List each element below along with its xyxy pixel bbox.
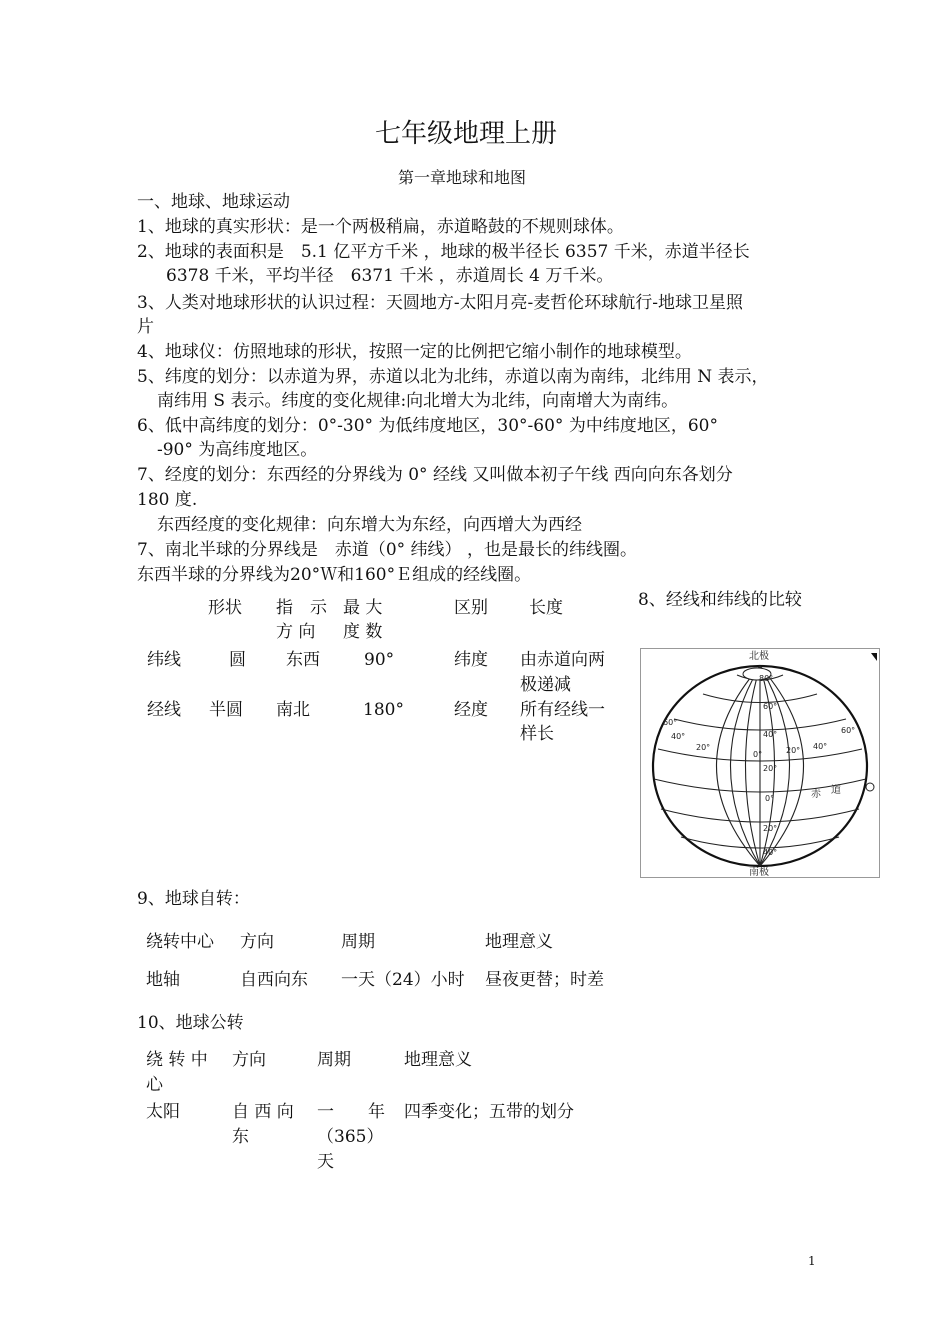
lat-label-40: 40° bbox=[763, 730, 778, 739]
lat-label-60: 60° bbox=[763, 702, 778, 711]
globe-svg bbox=[641, 649, 879, 877]
row-latitude-max: 90° bbox=[364, 650, 395, 670]
revolution-header-period: 周期 bbox=[317, 1050, 351, 1070]
item-8: 8、经线和纬线的比较 bbox=[638, 590, 802, 610]
header-difference: 区别 bbox=[454, 598, 488, 618]
revolution-header-meaning: 地理意义 bbox=[404, 1050, 472, 1070]
lat-label-20: 20° bbox=[763, 764, 778, 773]
row-longitude-difference: 经度 bbox=[454, 700, 488, 720]
item-4: 4、地球仪：仿照地球的形状，按照一定的比例把它缩小制作的地球模型。 bbox=[137, 342, 692, 362]
header-direction-2: 方 向 bbox=[276, 622, 316, 642]
rotation-header-meaning: 地理意义 bbox=[485, 932, 553, 952]
item-2-line-1: 2、地球的表面积是 5.1 亿平方千米 ，地球的极半径长 6357 千米，赤道半径长 bbox=[137, 242, 750, 262]
row-longitude-length-2: 样长 bbox=[520, 724, 554, 744]
lat-label-80: 80° bbox=[759, 674, 774, 683]
lat-label-south-20: 20° bbox=[763, 824, 778, 833]
row-latitude-shape: 圆 bbox=[229, 650, 246, 670]
item-6-line-1: 6、低中高纬度的划分：0°-30° 为低纬度地区，30°-60° 为中纬度地区，60° bbox=[137, 416, 718, 436]
item-7-line-2: 180 度. bbox=[137, 490, 198, 510]
item-2-line-2: 6378 千米，平均半径 6371 千米 ，赤道周长 4 万千米。 bbox=[166, 266, 614, 286]
item-3-line-2: 片 bbox=[137, 317, 154, 337]
equator-label-1: 赤 bbox=[811, 789, 821, 800]
header-max-2: 度 数 bbox=[343, 622, 383, 642]
rotation-header-direction: 方向 bbox=[240, 932, 274, 952]
revolution-cell-period-3: 天 bbox=[317, 1152, 334, 1172]
header-shape: 形状 bbox=[208, 598, 242, 618]
revolution-cell-direction-1: 自 西 向 bbox=[232, 1102, 294, 1122]
item-7b-line-1: 7、南北半球的分界线是 赤道（0° 纬线） ，也是最长的纬线圈。 bbox=[137, 540, 637, 560]
row-longitude-shape: 半圆 bbox=[209, 700, 243, 720]
revolution-cell-period-2: （365） bbox=[317, 1127, 384, 1147]
item-5-line-2: 南纬用 S 表示。纬度的变化规律:向北增大为北纬，向南增大为南纬。 bbox=[157, 391, 679, 411]
revolution-header-center-2: 心 bbox=[146, 1075, 163, 1095]
rotation-cell-meaning: 昼夜更替；时差 bbox=[485, 970, 604, 990]
revolution-cell-period-1: 一 年 bbox=[317, 1102, 385, 1122]
page-title: 七年级地理上册 bbox=[375, 119, 558, 149]
lon-label-west-60: 60° bbox=[663, 718, 678, 727]
row-latitude-difference: 纬度 bbox=[454, 650, 488, 670]
revolution-header-center-1: 绕 转 中 bbox=[146, 1050, 208, 1070]
row-longitude-direction: 南北 bbox=[276, 700, 310, 720]
row-latitude-length-1: 由赤道向两 bbox=[520, 650, 605, 670]
north-pole-label: 北极 bbox=[749, 651, 769, 662]
item-5-line-1: 5、纬度的划分：以赤道为界，赤道以北为北纬，赤道以南为南纬，北纬用 N 表示， bbox=[137, 367, 769, 387]
revolution-cell-center: 太阳 bbox=[146, 1102, 180, 1122]
chapter-heading: 第一章地球和地图 bbox=[398, 168, 527, 187]
item-6-line-2: -90° 为高纬度地区。 bbox=[157, 440, 318, 460]
revolution-cell-direction-2: 东 bbox=[232, 1127, 249, 1147]
row-latitude-direction: 东西 bbox=[286, 650, 320, 670]
item-3-line-1: 3、人类对地球形状的认识过程：天圆地方-太阳月亮-麦哲伦环球航行-地球卫星照 bbox=[137, 293, 744, 313]
page-number: 1 bbox=[808, 1254, 816, 1268]
item-10: 10、地球公转 bbox=[137, 1013, 244, 1033]
lat-label-equator-0: 0° bbox=[765, 794, 775, 803]
header-direction-1: 指 示 bbox=[276, 598, 327, 618]
row-latitude-length-2: 极递减 bbox=[520, 675, 571, 695]
item-7-line-3: 东西经度的变化规律：向东增大为东经，向西增大为西经 bbox=[157, 515, 582, 535]
lon-label-0: 0° bbox=[753, 750, 763, 759]
south-pole-label: 南极 bbox=[749, 867, 769, 877]
rotation-cell-direction: 自西向东 bbox=[240, 970, 308, 990]
rotation-header-center: 绕转中心 bbox=[146, 932, 214, 952]
lon-label-west-40: 40° bbox=[671, 732, 686, 741]
header-length: 长度 bbox=[529, 598, 563, 618]
revolution-header-direction: 方向 bbox=[232, 1050, 266, 1070]
rotation-cell-center: 地轴 bbox=[146, 970, 180, 990]
rotation-header-period: 周期 bbox=[341, 932, 375, 952]
row-longitude-max: 180° bbox=[363, 700, 404, 720]
section-heading: 一、地球、地球运动 bbox=[137, 192, 290, 212]
globe-figure bbox=[640, 648, 880, 878]
lat-label-south-40: 40° bbox=[763, 848, 778, 857]
lon-label-east-60: 60° bbox=[841, 726, 856, 735]
item-9: 9、地球自转： bbox=[137, 889, 250, 909]
rotation-cell-period: 一天（24）小时 bbox=[341, 970, 465, 990]
lon-label-east-20: 20° bbox=[786, 746, 801, 755]
revolution-cell-meaning: 四季变化；五带的划分 bbox=[404, 1102, 574, 1122]
row-longitude-name: 经线 bbox=[147, 700, 181, 720]
row-longitude-length-1: 所有经线一 bbox=[520, 700, 605, 720]
header-max-1: 最 大 bbox=[343, 598, 383, 618]
lon-label-west-20: 20° bbox=[696, 743, 711, 752]
equator-label-2: 道 bbox=[831, 785, 841, 796]
item-1: 1、地球的真实形状：是一个两极稍扁，赤道略鼓的不规则球体。 bbox=[137, 217, 624, 237]
item-7-line-1: 7、经度的划分：东西经的分界线为 0° 经线 又叫做本初子午线 西向向东各划分 bbox=[137, 465, 733, 485]
item-7b-line-2: 东西半球的分界线为20°Ｗ和160°Ｅ组成的经线圈。 bbox=[137, 565, 532, 585]
row-latitude-name: 纬线 bbox=[147, 650, 181, 670]
lon-label-east-40: 40° bbox=[813, 742, 828, 751]
